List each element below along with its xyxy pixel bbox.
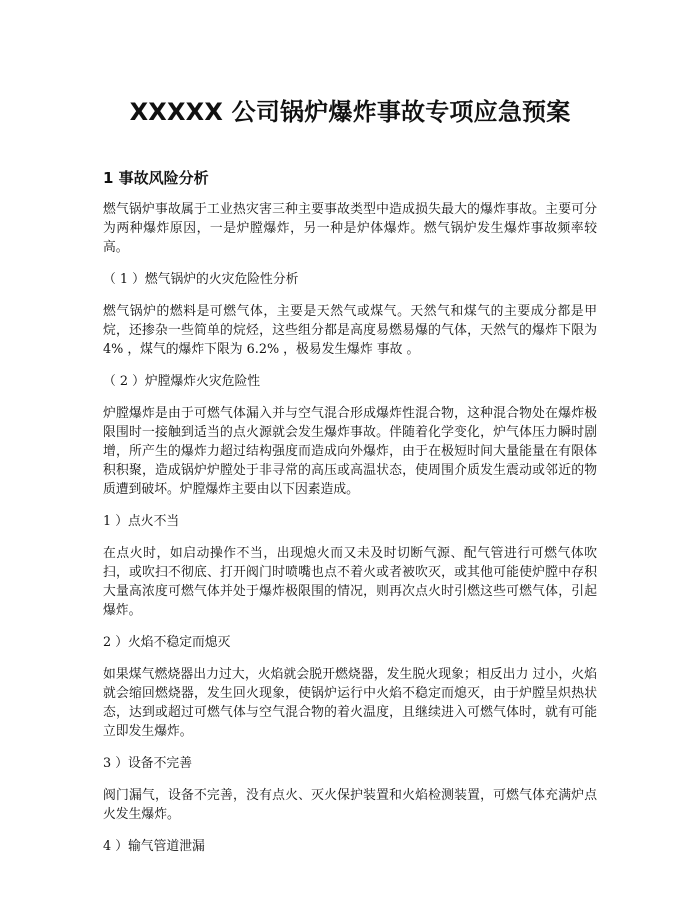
- paragraph-furnace-explosion: 炉膛爆炸是由于可燃气体漏入并与空气混合形成爆炸性混合物，这种混合物处在爆炸极限围时一接触到适当的点火源就会发生爆炸事故。伴随着化学变化，炉气体压力瞬时剧增，所产生的爆炸力超过结构强度而造成向外爆炸，由于在极短时间大量能量在有限体积积聚，造成锅炉炉膛处于非寻常的高压或高温状态，使周围介质发生震动或邻近的物质遭到破坏。炉膛爆炸主要由以下因素造成。: [103, 406, 597, 497]
- paragraph-fire-hazard: 燃气锅炉的燃料是可燃气体，主要是天然气或煤气。天然气和煤气的主要成分都是甲烷，还掺杂一些简单的烷烃，这些组分都是高度易燃易爆的气体，天然气的爆炸下限为 4% ，煤气的爆炸下限为 6.2% ，极易发生爆炸 事故 。: [103, 304, 597, 357]
- item-heading-equipment: 3 ）设备不完善: [103, 756, 192, 771]
- paragraph-intro: 燃气锅炉事故属于工业热灾害三种主要事故类型中造成损失最大的爆炸事故。主要可分为两种爆炸原因，一是炉膛爆炸，另一种是炉体爆炸。燃气锅炉发生爆炸事故频率较高。: [103, 202, 597, 255]
- subheading-furnace-explosion: （ 2 ）炉膛爆炸火灾危险性: [103, 374, 261, 389]
- item-heading-ignition: 1 ）点火不当: [103, 514, 180, 529]
- item-heading-pipeline-leak: 4 ）输气管道泄漏: [103, 839, 205, 854]
- paragraph-flame-unstable: 如果煤气燃烧器出力过大，火焰就会脱开燃烧器，发生脱火现象；相反出力 过小，火焰就会缩回燃烧器，发生回火现象，使锅炉运行中火焰不稳定而熄灭，由于炉膛呈炽热状态，达到或超过可燃气体与空气混合物的着火温度，且继续进入可燃气体时，就有可能立即发生爆炸。: [103, 667, 597, 739]
- paragraph-ignition: 在点火时，如启动操作不当，出现熄火而又未及时切断气源、配气管进行可燃气体吹扫，或吹扫不彻底、打开阀门时喷嘴也点不着火或者被吹灭，或其他可能使炉膛中存积大量高浓度可燃气体并处于爆炸极限围的情况，则再次点火时引燃这些可燃气体，引起爆炸。: [103, 546, 597, 618]
- paragraph-equipment: 阀门漏气，设备不完善，没有点火、灭火保护装置和火焰检测装置，可燃气体充满炉点火发生爆炸。: [103, 788, 597, 822]
- subheading-fire-hazard: （ 1 ）燃气锅炉的火灾危险性分析: [103, 272, 299, 287]
- section-heading-risk-analysis: 1 事故风险分析: [103, 169, 209, 187]
- item-heading-flame-unstable: 2 ）火焰不稳定而熄灭: [103, 635, 231, 650]
- document-title: XXXXX 公司锅炉爆炸事故专项应急预案: [129, 98, 571, 126]
